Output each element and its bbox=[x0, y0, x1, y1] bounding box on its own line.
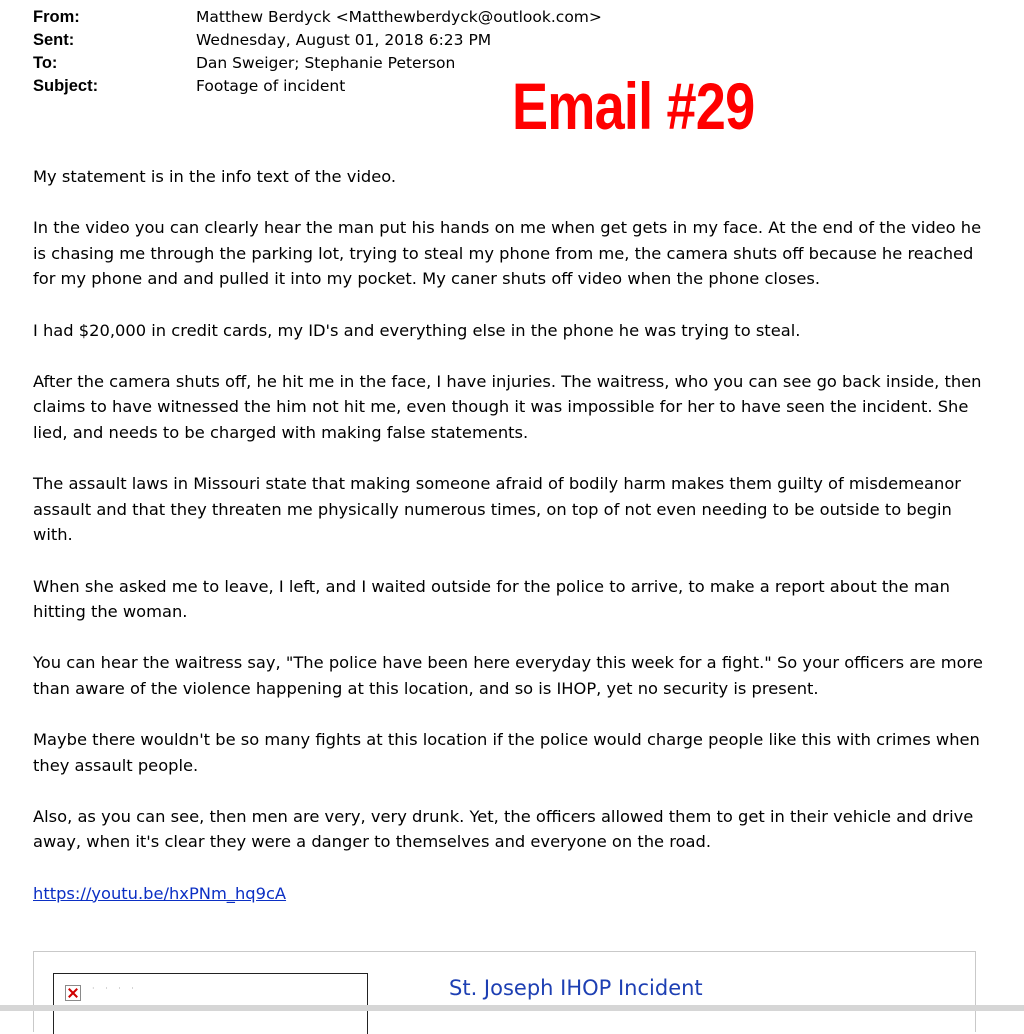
youtube-link[interactable]: https://youtu.be/hxPNm_hq9cA bbox=[33, 883, 287, 903]
preview-title-link[interactable]: St. Joseph IHOP Incident bbox=[449, 976, 703, 1000]
body-paragraph: When she asked me to leave, I left, and I waited outside for the police to arrive, to make a report about the man hitting the woman. bbox=[33, 576, 950, 622]
to-value[interactable]: Dan Sweiger; Stephanie Peterson bbox=[196, 54, 456, 72]
link-preview-card[interactable] bbox=[33, 951, 976, 1032]
subject-value: Footage of incident bbox=[196, 77, 346, 95]
broken-image-icon bbox=[65, 985, 81, 1001]
to-label: To: bbox=[33, 54, 58, 72]
preview-thumbnail[interactable] bbox=[53, 973, 368, 1034]
sent-value: Wednesday, August 01, 2018 6:23 PM bbox=[196, 31, 492, 49]
body-paragraph: In the video you can clearly hear the man put his hands on me when get gets in my face. At the end of the video he is chasing me through the parking lot, trying to steal my phone from me, the camera shuts off because he reached for my phone and and pulled it into my pocket. My caner shuts off video when the phone closes. bbox=[33, 218, 982, 289]
sent-row bbox=[33, 29, 673, 52]
body-paragraph: You can hear the waitress say, "The police have been here everyday this week for a fight." So your officers are more than aware of the violence happening at this location, and so is IHOP, yet no security is present. bbox=[33, 653, 983, 698]
body-paragraph: The assault laws in Missouri state that making someone afraid of bodily harm makes them guilty of misdemeanor assault and that they threaten me physically numerous times, on top of not even needing to be outside to begin with. bbox=[33, 474, 961, 545]
from-value[interactable]: Matthew Berdyck <Matthewberdyck@outlook.com> bbox=[196, 8, 602, 26]
sent-label: Sent: bbox=[33, 31, 75, 49]
from-row bbox=[33, 6, 673, 29]
bottom-divider bbox=[0, 1005, 1024, 1011]
body-paragraph: Maybe there wouldn't be so many fights at this location if the police would charge people like this with crimes when they assault people. bbox=[33, 730, 980, 775]
body-paragraph: My statement is in the info text of the video. bbox=[33, 167, 397, 186]
body-paragraph: Also, as you can see, then men are very, very drunk. Yet, the officers allowed them to get in their vehicle and drive away, when it's clear they were a danger to themselves and everyone on the road. bbox=[33, 806, 974, 852]
image-placeholder-dots: · · · · bbox=[92, 984, 138, 993]
subject-label: Subject: bbox=[33, 77, 99, 95]
email-number-stamp: Email #29 bbox=[512, 69, 755, 143]
from-label: From: bbox=[33, 8, 80, 26]
link-paragraph bbox=[33, 881, 993, 907]
email-body bbox=[33, 164, 993, 932]
body-paragraph: I had $20,000 in credit cards, my ID's and everything else in the phone he was trying to steal. bbox=[33, 320, 801, 340]
body-paragraph: After the camera shuts off, he hit me in the face, I have injuries. The waitress, who you can see go back inside, then claims to have witnessed the him not hit me, even though it was impossible for her to have seen the incident. She lied, and needs to be charged with making false statements. bbox=[33, 371, 982, 442]
